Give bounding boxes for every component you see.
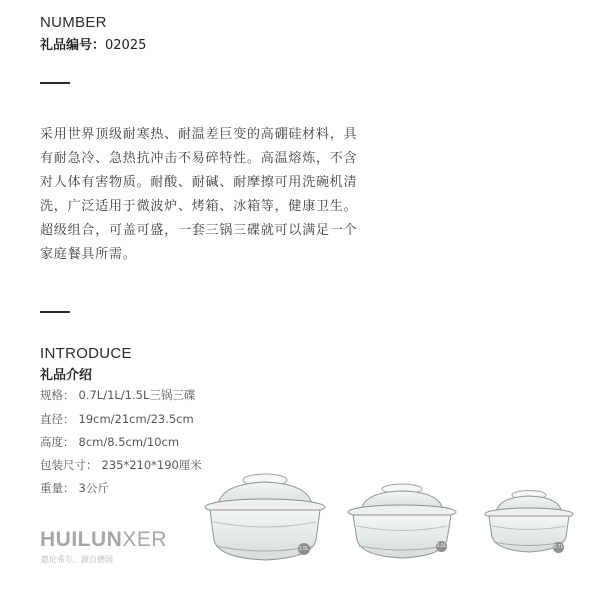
description-line: 超级组合，可盖可盛，一套三锅三碟就可以满足一个	[40, 223, 358, 238]
gift-number	[40, 34, 146, 53]
gift-number-label: 礼品编号：	[40, 38, 106, 53]
introduce-subtitle: 礼品介绍	[40, 368, 93, 383]
description-line: 有耐急冷、急热抗冲击不易碎特性。高温熔炼，不含	[40, 151, 358, 166]
number-title: NUMBER	[40, 14, 107, 31]
product-description	[40, 123, 400, 267]
size-badge-1.5L: 1.5L	[298, 543, 310, 555]
spec-row	[40, 457, 202, 473]
section-divider	[40, 82, 70, 84]
section-divider	[40, 311, 70, 313]
introduce-title: INTRODUCE	[40, 345, 132, 362]
spec-value: 3公斤	[78, 481, 109, 495]
spec-value: 8cm/8.5cm/10cm	[78, 435, 180, 449]
spec-key: 重量：	[40, 481, 75, 495]
spec-key: 高度：	[40, 435, 75, 449]
spec-row	[40, 411, 194, 427]
size-badge-1.0L: 1.0L	[436, 541, 447, 552]
size-badge-0.7L: 0.7L	[553, 542, 564, 553]
casserole-large-image	[200, 470, 330, 565]
spec-value: 19cm/21cm/23.5cm	[78, 412, 194, 426]
brand-tagline: 惠伦希尔，源自德国	[41, 555, 113, 564]
description-line: 家庭餐具所需。	[40, 247, 137, 262]
spec-value: 235*210*190厘米	[101, 458, 202, 472]
description-line: 洗，广泛适用于微波炉、烤箱、冰箱等，健康卫生。	[40, 199, 358, 214]
brand-name-light: XER	[122, 528, 168, 551]
spec-value: 0.7L/1L/1.5L三锅三碟	[78, 388, 196, 402]
brand-logo	[40, 528, 167, 552]
spec-key: 包装尺寸：	[40, 458, 98, 472]
spec-row	[40, 387, 195, 403]
spec-row	[40, 434, 179, 450]
description-line: 对人体有害物质。耐酸、耐碱、耐摩擦可用洗碗机清	[40, 175, 358, 190]
spec-key: 规格：	[40, 388, 75, 402]
spec-row	[40, 480, 109, 496]
gift-number-value: 02025	[105, 38, 147, 53]
brand-name-bold: HUILUN	[40, 528, 123, 551]
description-line: 采用世界顶级耐寒热、耐温差巨变的高硼硅材料，具	[40, 127, 358, 142]
spec-key: 直径：	[40, 412, 75, 426]
